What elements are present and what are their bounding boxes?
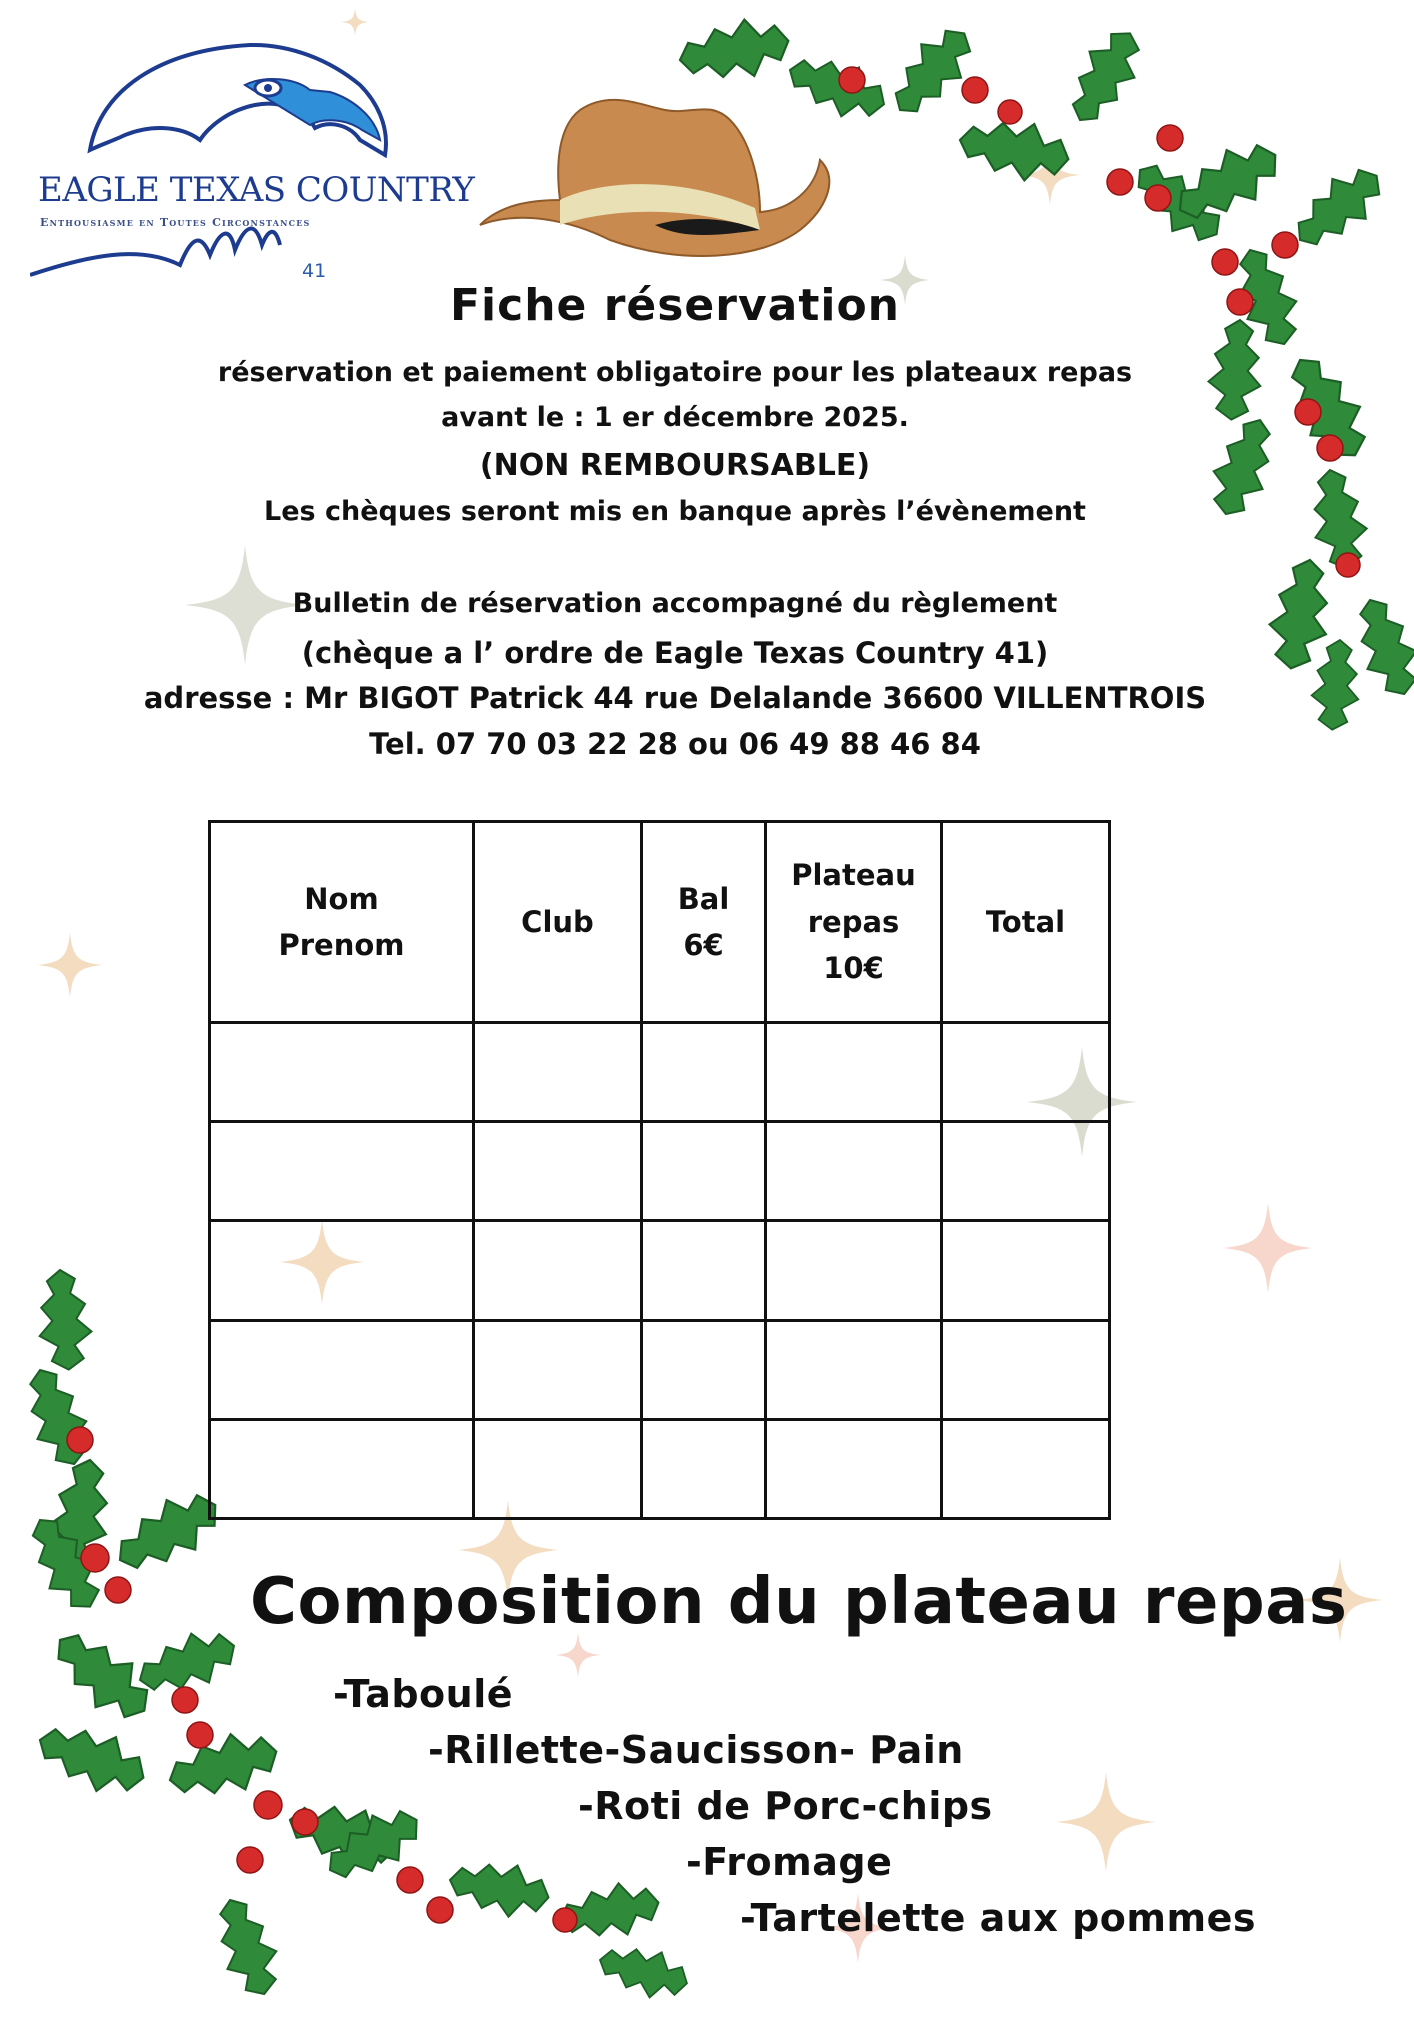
table-cell[interactable]	[474, 1023, 642, 1122]
table-cell[interactable]	[942, 1419, 1110, 1518]
table-cell[interactable]	[942, 1023, 1110, 1122]
table-cell[interactable]	[210, 1320, 474, 1419]
sparkle-star-icon	[38, 933, 103, 998]
page-title: Fiche réservation	[449, 280, 901, 331]
eagle-logo-icon	[30, 30, 440, 300]
table-cell[interactable]	[766, 1122, 942, 1221]
logo-name: EAGLE TEXAS COUNTRY	[38, 170, 475, 210]
table-row	[210, 1023, 1110, 1122]
menu-item: -Tartelette aux pommes	[740, 1896, 1256, 1940]
sparkle-star-icon	[1056, 1772, 1156, 1872]
table-row	[210, 1122, 1110, 1221]
table-cell[interactable]	[642, 1320, 766, 1419]
table-cell[interactable]	[942, 1221, 1110, 1320]
table-cell[interactable]	[942, 1320, 1110, 1419]
table-cell[interactable]	[210, 1023, 474, 1122]
deadline-note: avant le : 1 er décembre 2025.	[441, 402, 909, 433]
table-cell[interactable]	[642, 1221, 766, 1320]
address-line: adresse : Mr BIGOT Patrick 44 rue Delalande 36600 VILLENTROIS	[143, 681, 1207, 715]
column-header-plateau-repas: Plateau repas 10€	[766, 822, 942, 1023]
table-cell[interactable]	[474, 1221, 642, 1320]
table-cell[interactable]	[942, 1122, 1110, 1221]
table-row	[210, 1221, 1110, 1320]
table-cell[interactable]	[766, 1023, 942, 1122]
bulletin-note: Bulletin de réservation accompagné du règlement	[292, 588, 1058, 619]
menu-item: -Roti de Porc-chips	[578, 1784, 993, 1828]
column-header-bal: Bal 6€	[642, 822, 766, 1023]
menu-item: -Rillette-Saucisson- Pain	[428, 1728, 964, 1772]
eagle-texas-country-logo	[30, 30, 475, 300]
table-row	[210, 1419, 1110, 1518]
reservation-note: réservation et paiement obligatoire pour les plateaux repas	[217, 357, 1133, 388]
table-cell[interactable]	[210, 1419, 474, 1518]
table-cell[interactable]	[766, 1419, 942, 1518]
sparkle-star-icon	[1223, 1203, 1313, 1293]
cowboy-hat-icon	[460, 90, 880, 290]
logo-number: 41	[302, 260, 327, 282]
table-cell[interactable]	[210, 1221, 474, 1320]
cheque-deposit-note: Les chèques seront mis en banque après l’évènement	[264, 496, 1086, 527]
table-cell[interactable]	[474, 1320, 642, 1419]
table-cell[interactable]	[474, 1419, 642, 1518]
cheque-order-note: (chèque a l’ ordre de Eagle Texas Country 41)	[301, 636, 1049, 670]
column-header-club: Club	[474, 822, 642, 1023]
table-cell[interactable]	[474, 1122, 642, 1221]
table-cell[interactable]	[766, 1221, 942, 1320]
logo-tagline: Enthousiasme en Toutes Circonstances	[40, 216, 311, 229]
table-cell[interactable]	[766, 1320, 942, 1419]
non-refundable-note: (NON REMBOURSABLE)	[479, 448, 871, 483]
reservation-table	[208, 820, 1111, 1520]
menu-item: -Taboulé	[333, 1672, 514, 1716]
column-header-nom-prenom: Nom Prenom	[210, 822, 474, 1023]
column-header-total: Total	[942, 822, 1110, 1023]
table-cell[interactable]	[210, 1122, 474, 1221]
phone-line: Tel. 07 70 03 22 28 ou 06 49 88 46 84	[369, 727, 981, 761]
table-cell[interactable]	[642, 1122, 766, 1221]
table-cell[interactable]	[642, 1419, 766, 1518]
table-header-row	[210, 822, 1110, 1023]
composition-title: Composition du plateau repas	[250, 1565, 1348, 1639]
menu-item: -Fromage	[686, 1840, 893, 1884]
table-row	[210, 1320, 1110, 1419]
table-cell[interactable]	[642, 1023, 766, 1122]
